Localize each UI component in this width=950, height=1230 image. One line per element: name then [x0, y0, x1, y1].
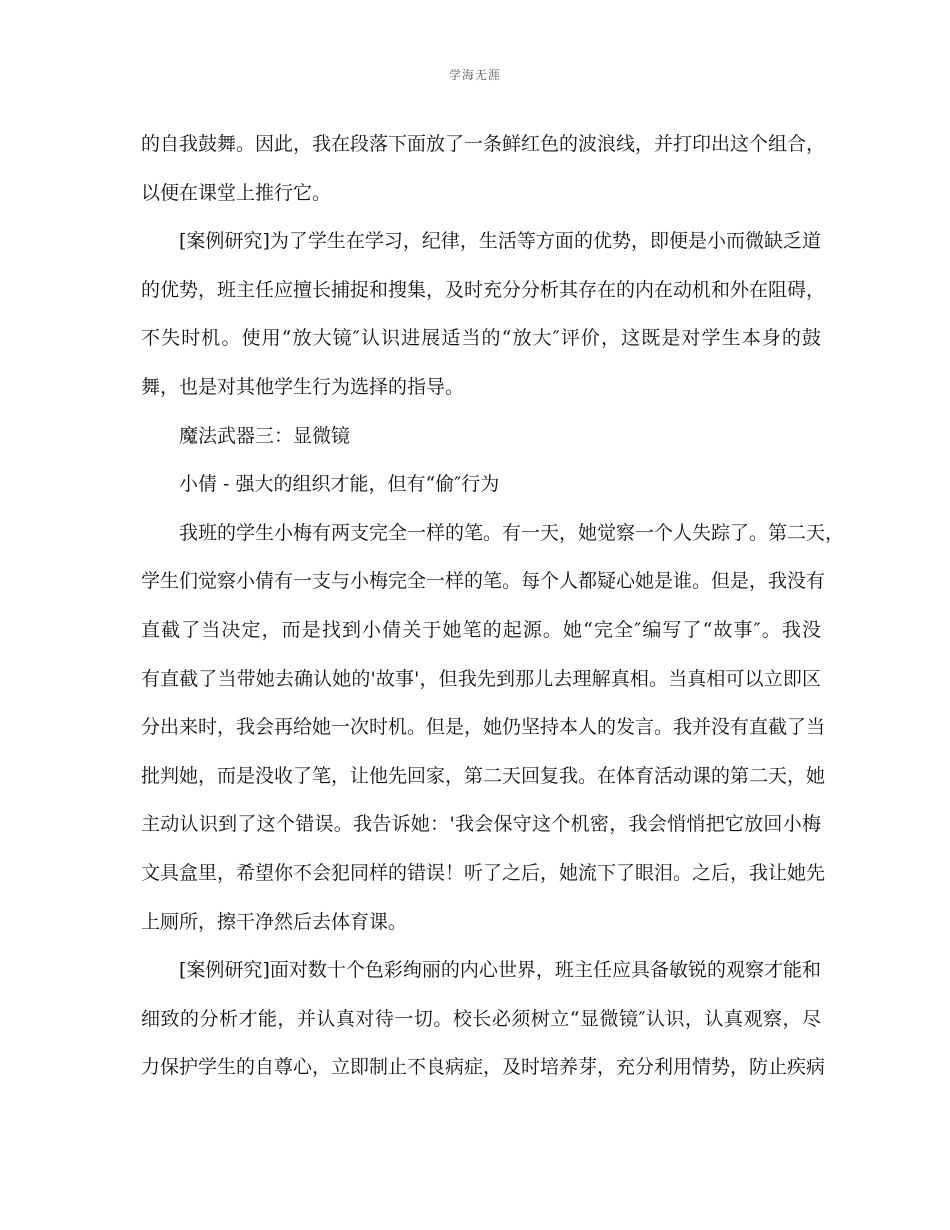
text-line: 有直截了当带她去确认她的'故事'，但我先到那儿去理解真相。当真相可以立即区 — [141, 667, 821, 690]
text-line: 细致的分析才能，并认真对待一切。校长必须树立“显微镜″认识，认真观察，尽 — [141, 1007, 821, 1030]
text-line: 力保护学生的自尊心，立即制止不良病症，及时培养芽，充分利用情势，防止疾病 — [141, 1056, 826, 1079]
text-line: 我班的学生小梅有两支完全一样的笔。有一天，她觉察一个人失踪了。第二天， — [179, 521, 845, 544]
text-line: 分出来时，我会再给她一次时机。但是，她仍坚持本人的发言。我并没有直截了当 — [141, 716, 826, 739]
text-line: 上厕所，擦干净然后去体育课。 — [141, 910, 408, 933]
text-line: 批判她，而是没收了笔，让他先回家，第二天回复我。在体育活动课的第二天，她 — [141, 764, 826, 787]
text-line: 主动认识到了这个错误。我告诉她：'我会保守这个机密，我会悄悄把它放回小梅 — [141, 813, 821, 836]
text-line: 以便在课堂上推行它。 — [141, 181, 332, 204]
text-line: 直截了当决定，而是找到小倩关于她笔的起源。她“完全″编写了“故事″。我没 — [141, 618, 821, 641]
page-header: 学海无涯 — [448, 68, 501, 82]
text-line: [案例研究]为了学生在学习，纪律，生活等方面的优势，即便是小而微缺乏道 — [179, 230, 821, 253]
text-line: 的优势，班主任应擅长捕捉和搜集，及时充分分析其存在的内在动机和外在阻碍， — [141, 278, 826, 301]
document-body — [141, 124, 845, 1096]
text-line: 的自我鼓舞。因此，我在段落下面放了一条鲜红色的波浪线，并打印出这个组合， — [141, 133, 826, 155]
text-line: 舞，也是对其他学生行为选择的指导。 — [141, 375, 465, 398]
text-line: 学生们觉察小倩有一支与小梅完全一样的笔。每个人都疑心她是谁。但是，我没有 — [141, 570, 826, 593]
text-line: 不失时机。使用“放大镜″认识进展适当的“放大″评价，这既是对学生本身的鼓 — [141, 327, 821, 350]
text-line: [案例研究]面对数十个色彩绚丽的内心世界，班主任应具备敏锐的观察才能和 — [179, 959, 821, 982]
subheading: 小倩 - 强大的组织才能，但有“偷″行为 — [179, 473, 500, 496]
section-heading: 魔法武器三：显微镜 — [179, 424, 351, 447]
text-line: 文具盒里，希望你不会犯同样的错误！听了之后，她流下了眼泪。之后，我让她先 — [141, 861, 826, 884]
